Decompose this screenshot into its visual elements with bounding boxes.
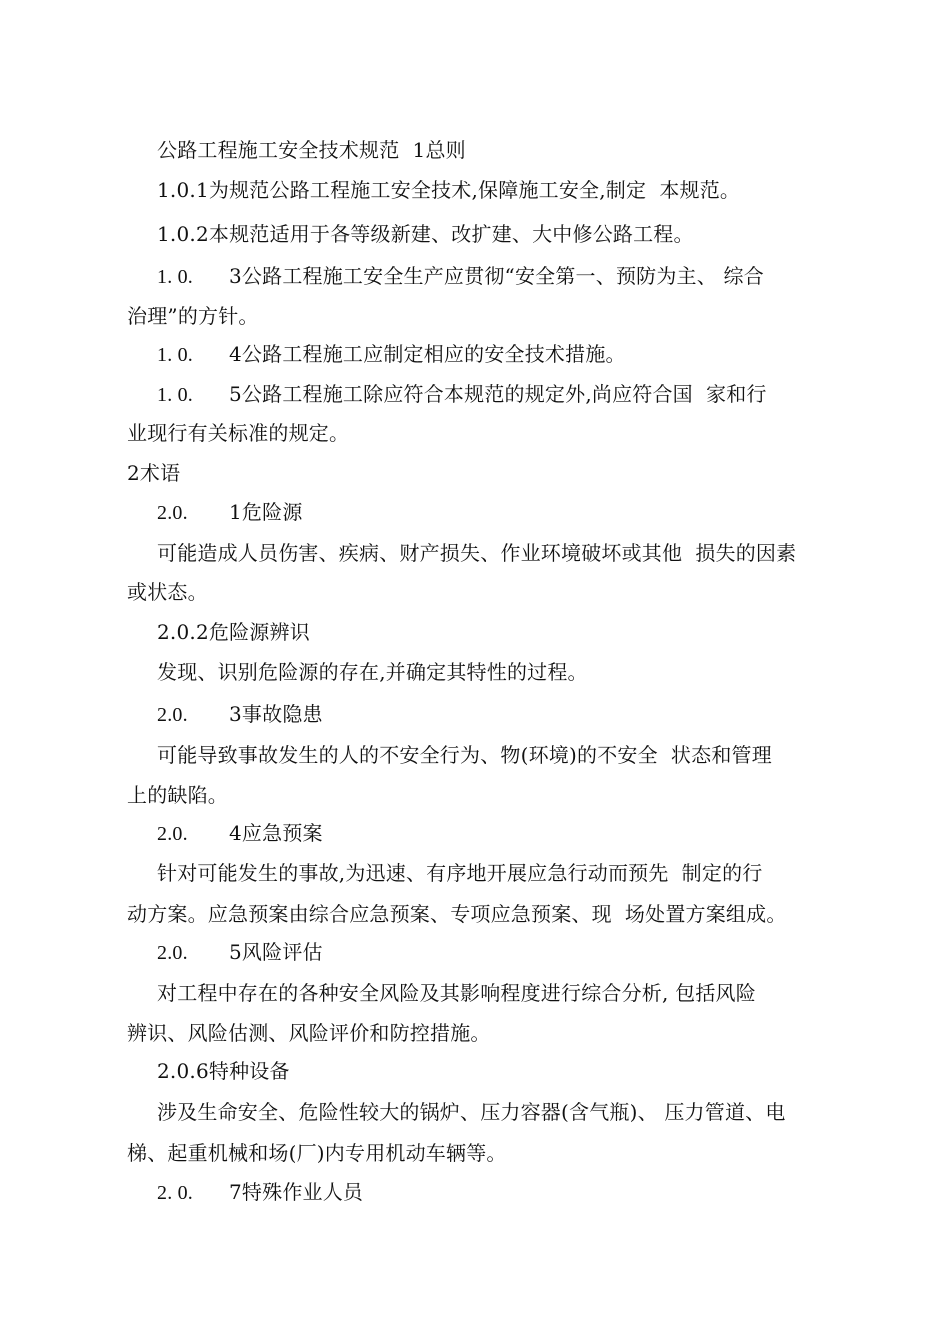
clause-1-0-2: 1.0.2本规范适用于各等级新建、改扩建、大中修公路工程。 xyxy=(157,222,694,246)
clause-1-0-3-cont: 治理”的方针。 xyxy=(127,304,259,328)
clause-1-0-5 xyxy=(157,382,767,407)
term-2-0-2: 2.0.2危险源辨识 xyxy=(157,620,310,644)
section-heading-terms: 2术语 xyxy=(127,461,181,485)
clause-text: 7特殊作业人员 xyxy=(229,1180,364,1204)
clause-text: 5风险评估 xyxy=(229,940,323,964)
clause-text: 3公路工程施工安全生产应贯彻“安全第一、预防为主、 综合 xyxy=(229,264,764,288)
term-2-0-5-definition-cont: 辨识、风险估测、风险评价和防控措施。 xyxy=(127,1021,491,1045)
clause-number: 2.0. xyxy=(157,704,188,726)
clause-text: 4应急预案 xyxy=(229,821,323,845)
term-2-0-4-definition: 针对可能发生的事故,为迅速、有序地开展应急行动而预先 制定的行 xyxy=(157,861,763,885)
clause-text: 4公路工程施工应制定相应的安全技术措施。 xyxy=(229,342,626,366)
term-2-0-4-definition-cont: 动方案。应急预案由综合应急预案、专项应急预案、现 场处置方案组成。 xyxy=(127,902,787,926)
term-2-0-6-definition: 涉及生命安全、危险性较大的锅炉、压力容器(含气瓶)、 压力管道、电 xyxy=(157,1100,786,1124)
clause-text: 5公路工程施工除应符合本规范的规定外,尚应符合国 家和行 xyxy=(229,382,767,406)
term-2-0-5-definition: 对工程中存在的各种安全风险及其影响程度进行综合分析, 包括风险 xyxy=(157,981,756,1005)
term-2-0-4 xyxy=(157,821,323,846)
clause-number: 2.0. xyxy=(157,942,188,964)
clause-number: 2.0. xyxy=(157,502,188,524)
term-2-0-1 xyxy=(157,500,303,525)
term-2-0-6-definition-cont: 梯、起重机械和场(厂)内专用机动车辆等。 xyxy=(127,1141,507,1165)
clause-number: 1. 0. xyxy=(157,384,193,406)
clause-1-0-1: 1.0.1为规范公路工程施工安全技术,保障施工安全,制定 本规范。 xyxy=(157,178,741,202)
clause-1-0-5-cont: 业现行有关标准的规定。 xyxy=(127,421,350,445)
term-2-0-1-definition-cont: 或状态。 xyxy=(127,580,208,604)
term-2-0-5 xyxy=(157,940,323,965)
term-2-0-3 xyxy=(157,702,323,727)
clause-text: 3事故隐患 xyxy=(229,702,323,726)
document-title: 公路工程施工安全技术规范 1总则 xyxy=(157,138,466,162)
term-2-0-7 xyxy=(157,1180,363,1205)
clause-number: 1. 0. xyxy=(157,266,193,288)
term-2-0-2-definition: 发现、识别危险源的存在,并确定其特性的过程。 xyxy=(157,660,588,684)
term-2-0-6: 2.0.6特种设备 xyxy=(157,1059,290,1083)
clause-1-0-3 xyxy=(157,264,764,289)
clause-number: 2.0. xyxy=(157,823,188,845)
clause-1-0-4 xyxy=(157,342,626,367)
term-2-0-1-definition: 可能造成人员伤害、疾病、财产损失、作业环境破坏或其他 损失的因素 xyxy=(157,541,797,565)
term-2-0-3-definition: 可能导致事故发生的人的不安全行为、物(环境)的不安全 状态和管理 xyxy=(157,743,772,767)
clause-text: 1危险源 xyxy=(229,500,303,524)
clause-number: 2. 0. xyxy=(157,1182,193,1204)
term-2-0-3-definition-cont: 上的缺陷。 xyxy=(127,783,228,807)
clause-number: 1. 0. xyxy=(157,344,193,366)
